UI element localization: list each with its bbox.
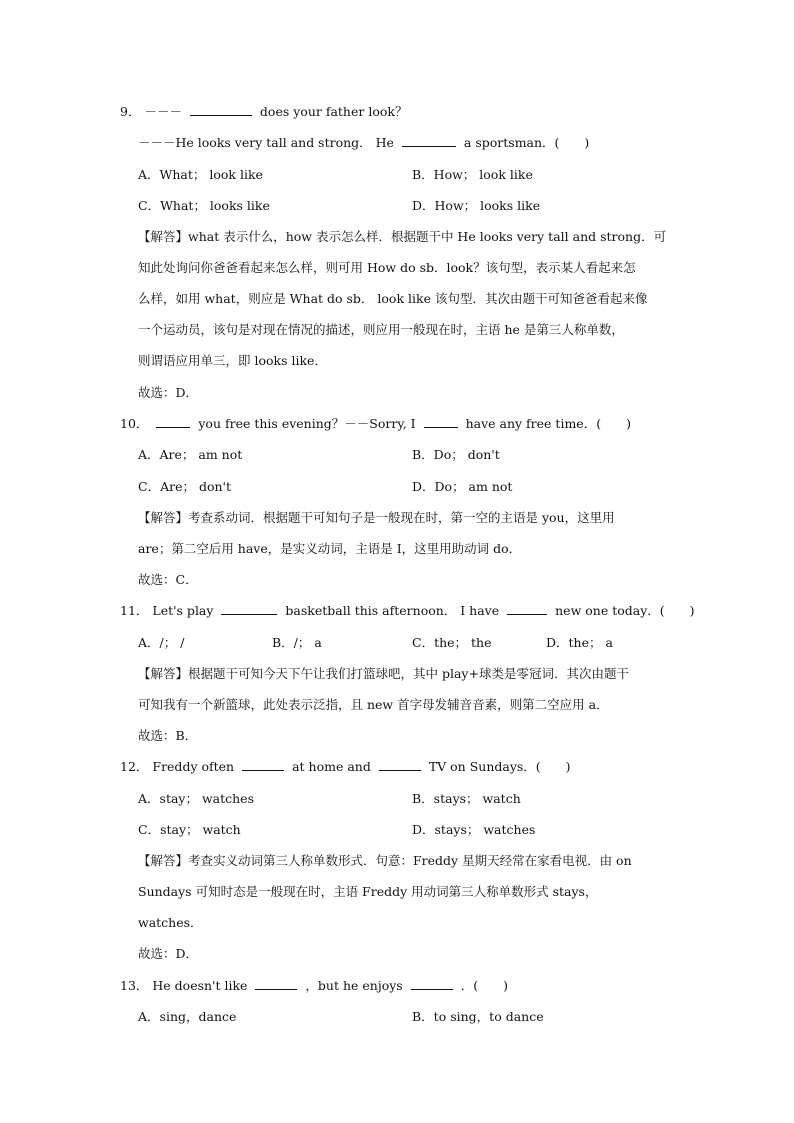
option-a: A．/； / (138, 635, 185, 650)
answer-line: 故选：B． (138, 728, 198, 743)
option-c: C．Are； don't (138, 479, 231, 494)
explanation-line: 【解答】根据题干可知今天下午让我们打篮球吧，其中 play+球类是零冠词．其次由题干 (138, 666, 629, 681)
question-text: basketball this afternoon． I have (285, 603, 500, 618)
option-b: B．How； look like (412, 167, 533, 182)
option-a: A．What； look like (138, 167, 263, 182)
answer-line: 故选：D． (138, 385, 199, 400)
option-c: C．What； looks like (138, 198, 270, 213)
option-c: C．stay； watch (138, 822, 241, 837)
question-text: you free this evening？－－Sorry, I (198, 416, 416, 431)
question-text: does your father look？ (259, 104, 408, 119)
question-number: 13． (120, 978, 149, 993)
question-13-stem (120, 977, 508, 995)
question-12-stem (120, 758, 571, 776)
option-a: A．sing，dance (138, 1009, 237, 1024)
option-d: D．How； looks like (412, 198, 541, 213)
question-10-stem (120, 415, 631, 433)
answer-line: 故选：D． (138, 946, 199, 961)
question-text: Let's play (152, 603, 214, 618)
question-number: 11． (120, 603, 149, 618)
question-text: TV on Sundays．( ) (428, 759, 571, 774)
answer-blank (507, 602, 547, 615)
option-a: A．Are； am not (138, 447, 243, 462)
explanation-line: Sundays 可知时态是一般现在时，主语 Freddy 用动词第三人称单数形式 stays， (138, 884, 598, 899)
explanation-line: 么样，如用 what，则应是 What do sb． look like 该句型．其次由题干可知爸爸看起来像 (138, 291, 648, 306)
explanation-line: 【解答】考查实义动词第三人称单数形式．句意：Freddy 星期天经常在家看电视．由 on (138, 853, 632, 868)
question-text: a sportsman．( ) (463, 135, 590, 150)
explanation-line: 【解答】what 表示什么，how 表示怎么样．根据题干中 He looks very tall and strong．可 (138, 229, 667, 244)
explanation-line: 一个运动员，该句是对现在情况的描述，则应用一般现在时，主语 he 是第三人称单数， (138, 322, 624, 337)
answer-blank (221, 602, 277, 615)
question-11-stem (120, 602, 695, 620)
explanation-line: 知此处询问你爸爸看起来怎么样，则可用 How do sb．look？该句型，表示某人看起来怎 (138, 260, 636, 275)
answer-blank (156, 415, 190, 428)
question-number: 9． (120, 104, 141, 119)
option-d: D．Do； am not (412, 479, 513, 494)
question-text: －－－He looks very tall and strong． He (138, 135, 394, 150)
question-text: new one today．( ) (555, 603, 695, 618)
answer-blank (242, 758, 284, 771)
option-a: A．stay； watches (138, 791, 254, 806)
explanation-line: 【解答】考查系动词．根据题干可知句子是一般现在时，第一空的主语是 you，这里用 (138, 510, 615, 525)
question-text: have any free time．( ) (465, 416, 631, 431)
option-d: D．the； a (546, 635, 613, 650)
explanation-line: 可知我有一个新篮球，此处表示泛指，且 new 首字母发辅音音素，则第二空应用 a． (138, 697, 609, 712)
question-text: Freddy often (152, 759, 235, 774)
option-c: C．the； the (412, 635, 492, 650)
answer-blank (379, 758, 421, 771)
question-text: He doesn't like (152, 978, 248, 993)
answer-blank (190, 103, 252, 116)
explanation-line: are；第二空后用 have，是实义动词，主语是 I，这里用助动词 do． (138, 541, 522, 556)
question-number: 12． (120, 759, 149, 774)
option-d: D．stays； watches (412, 822, 536, 837)
option-b: B．stays； watch (412, 791, 521, 806)
question-9-stem (120, 103, 407, 121)
question-text: ．( ) (460, 978, 508, 993)
question-text: ，but he enjoys (305, 978, 403, 993)
dialogue-dash: －－－ (144, 104, 182, 119)
option-b: B．Do； don't (412, 447, 500, 462)
answer-line: 故选：C． (138, 572, 198, 587)
answer-blank (411, 977, 453, 990)
answer-blank (402, 134, 456, 147)
question-number: 10． (120, 416, 149, 431)
answer-blank (255, 977, 297, 990)
answer-blank (424, 415, 458, 428)
explanation-line: 则谓语应用单三，即 looks like． (138, 353, 327, 368)
question-9-line2 (138, 134, 589, 152)
question-text: at home and (292, 759, 371, 774)
option-b: B．/； a (272, 635, 322, 650)
option-b: B．to sing，to dance (412, 1009, 544, 1024)
explanation-line: watches． (138, 915, 203, 930)
